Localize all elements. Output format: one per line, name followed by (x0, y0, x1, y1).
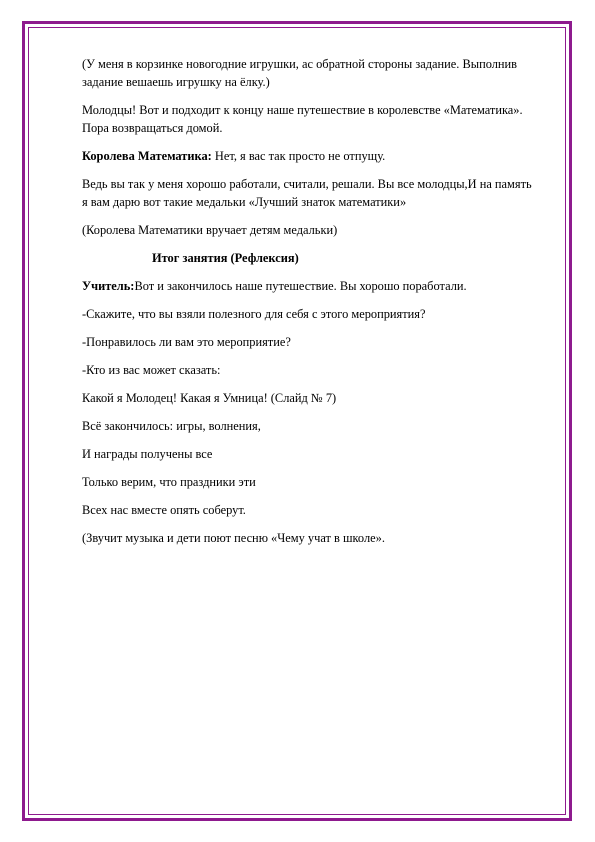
question-useful: -Скажите, что вы взяли полезного для себя с этого мероприятия? (82, 307, 426, 321)
document-body (82, 55, 532, 557)
paragraph-basket-note: (У меня в корзинке новогодние игрушки, ас обратной стороны задание. Выполнив задание вешаешь игрушку на ёлку.) (82, 57, 518, 89)
paragraph-medals-note: (Королева Математики вручает детям медальки) (82, 223, 338, 237)
poem-line-2: И награды получены все (82, 447, 213, 461)
speaker-label-teacher: Учитель: (82, 279, 135, 293)
paragraph-queen-speech: Королева Математика: Нет, я вас так просто не отпущу. (82, 149, 386, 163)
section-heading-reflection: Итог занятия (Рефлексия) (152, 251, 299, 265)
paragraph-well-done: Молодцы! Вот и подходит к концу наше путешествие в королевстве «Математика». Пора возвращаться домой. (82, 103, 523, 135)
paragraph-medals-speech: Ведь вы так у меня хорошо работали, считали, решали. Вы все молодцы,И на память я вам дарю вот такие медальки «Лучший знаток математики» (82, 177, 532, 209)
question-liked: -Понравилось ли вам это мероприятие? (82, 335, 291, 349)
poem-line-4: Всех нас вместе опять соберут. (82, 503, 246, 517)
speaker-label-queen: Королева Математика: (82, 149, 212, 163)
question-who-can-say: -Кто из вас может сказать: (82, 363, 221, 377)
line-well-done-slide: Какой я Молодец! Какая я Умница! (Слайд № 7) (82, 391, 337, 405)
paragraph-music-note: (Звучит музыка и дети поют песню «Чему учат в школе». (82, 531, 385, 545)
poem-line-1: Всё закончилось: игры, волнения, (82, 419, 261, 433)
paragraph-teacher-speech: Учитель:Вот и закончилось наше путешествие. Вы хорошо поработали. (82, 279, 467, 293)
poem-line-3: Только верим, что праздники эти (82, 475, 256, 489)
